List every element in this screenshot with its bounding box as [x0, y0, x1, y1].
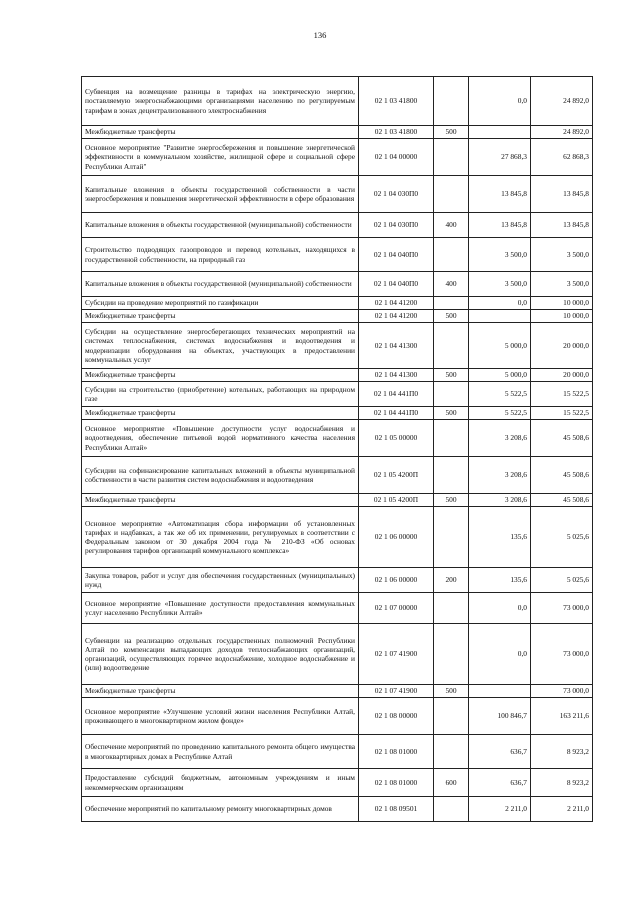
row-expense-type — [434, 176, 469, 213]
row-name: Межбюджетные трансферты — [82, 369, 359, 382]
row-name: Основное мероприятие «Автоматизация сбора информации об установленных тарифах и надбавках, а так же об их применении, регулируемых в соответствии с Федеральным законом от 30 декабря 2004 года № 210-ФЗ «Об основах регулирования тарифов организаций коммунального комплекса» — [82, 507, 359, 568]
row-code: 02 1 04 41300 — [359, 369, 434, 382]
row-expense-type: 500 — [434, 494, 469, 507]
row-amount-1: 0,0 — [469, 593, 531, 624]
row-name: Межбюджетные трансферты — [82, 126, 359, 139]
row-amount-1: 100 846,7 — [469, 698, 531, 735]
row-amount-1: 5 522,5 — [469, 407, 531, 420]
row-code: 02 1 07 00000 — [359, 593, 434, 624]
row-code: 02 1 04 41200 — [359, 310, 434, 323]
row-expense-type: 500 — [434, 369, 469, 382]
budget-table — [81, 76, 593, 822]
row-code: 02 1 08 09501 — [359, 797, 434, 822]
row-amount-2: 15 522,5 — [531, 407, 593, 420]
row-amount-1: 0,0 — [469, 297, 531, 310]
row-expense-type — [434, 139, 469, 176]
row-amount-1: 2 211,0 — [469, 797, 531, 822]
table-row — [82, 238, 593, 272]
row-code: 02 1 05 4200П — [359, 457, 434, 494]
row-amount-2: 10 000,0 — [531, 310, 593, 323]
table-row — [82, 272, 593, 297]
table-row — [82, 139, 593, 176]
row-code: 02 1 03 41800 — [359, 77, 434, 126]
table-row — [82, 420, 593, 457]
row-name: Обеспечение мероприятий по проведению капитального ремонта общего имущества в многоквартирных домах в Республике Алтай — [82, 735, 359, 769]
row-amount-1 — [469, 685, 531, 698]
row-expense-type — [434, 507, 469, 568]
row-amount-2: 5 025,6 — [531, 507, 593, 568]
row-expense-type: 500 — [434, 685, 469, 698]
row-amount-2: 73 000,0 — [531, 685, 593, 698]
row-name: Капитальные вложения в объекты государственной собственности в части энергосбережения и повышения энергетической эффективности в сфере образования — [82, 176, 359, 213]
table-row — [82, 126, 593, 139]
row-amount-2: 3 500,0 — [531, 272, 593, 297]
row-name: Субвенция на возмещение разницы в тарифах на электрическую энергию, поставляемую энергоснабжающими организациями населению по регулируемым тарифам в зонах децентрализованного электроснабжения — [82, 77, 359, 126]
row-code: 02 1 05 00000 — [359, 420, 434, 457]
row-amount-1: 636,7 — [469, 769, 531, 797]
table-row — [82, 624, 593, 685]
row-amount-1: 5 000,0 — [469, 369, 531, 382]
table-row — [82, 297, 593, 310]
row-code: 02 1 04 040П0 — [359, 272, 434, 297]
row-amount-1: 135,6 — [469, 568, 531, 593]
row-code: 02 1 04 00000 — [359, 139, 434, 176]
row-amount-1: 0,0 — [469, 77, 531, 126]
row-amount-2: 15 522,5 — [531, 382, 593, 407]
row-amount-2: 2 211,0 — [531, 797, 593, 822]
row-code: 02 1 04 030П0 — [359, 213, 434, 238]
row-name: Строительство подводящих газопроводов и перевод котельных, находящихся в государственной собственности, на природный газ — [82, 238, 359, 272]
row-name: Субсидии на проведение мероприятий по газификации — [82, 297, 359, 310]
row-code: 02 1 06 00000 — [359, 568, 434, 593]
row-expense-type — [434, 457, 469, 494]
table-row — [82, 407, 593, 420]
row-expense-type: 200 — [434, 568, 469, 593]
row-expense-type — [434, 382, 469, 407]
row-name: Предоставление субсидий бюджетным, автономным учреждениям и иным некоммерческим организациям — [82, 769, 359, 797]
row-amount-1 — [469, 126, 531, 139]
row-amount-2: 10 000,0 — [531, 297, 593, 310]
row-amount-2: 24 892,0 — [531, 126, 593, 139]
row-name: Основное мероприятие «Улучшение условий жизни населения Республики Алтай, проживающего в многоквартирном жилом фонде» — [82, 698, 359, 735]
table-row — [82, 685, 593, 698]
row-amount-1: 3 208,6 — [469, 420, 531, 457]
row-code: 02 1 08 00000 — [359, 698, 434, 735]
row-code: 02 1 04 030П0 — [359, 176, 434, 213]
table-row — [82, 77, 593, 126]
row-amount-1: 13 845,8 — [469, 213, 531, 238]
row-code: 02 1 04 441П0 — [359, 382, 434, 407]
row-amount-2: 73 000,0 — [531, 593, 593, 624]
table-row — [82, 310, 593, 323]
table-row — [82, 735, 593, 769]
row-amount-1: 135,6 — [469, 507, 531, 568]
row-code: 02 1 05 4200П — [359, 494, 434, 507]
row-expense-type — [434, 323, 469, 369]
row-expense-type — [434, 797, 469, 822]
row-expense-type — [434, 698, 469, 735]
row-code: 02 1 04 040П0 — [359, 238, 434, 272]
table-row — [82, 382, 593, 407]
row-amount-1: 636,7 — [469, 735, 531, 769]
row-amount-2: 24 892,0 — [531, 77, 593, 126]
row-name: Субсидии на софинансирование капитальных вложений в объекты муниципальной собственности в части развития систем водоснабжения и водоотведения — [82, 457, 359, 494]
row-name: Обеспечение мероприятий по капитальному ремонту многоквартирных домов — [82, 797, 359, 822]
row-expense-type: 500 — [434, 126, 469, 139]
table-row — [82, 457, 593, 494]
row-amount-1: 3 500,0 — [469, 272, 531, 297]
row-amount-2: 20 000,0 — [531, 323, 593, 369]
row-expense-type: 500 — [434, 310, 469, 323]
row-amount-1: 3 500,0 — [469, 238, 531, 272]
table-row — [82, 698, 593, 735]
row-expense-type — [434, 238, 469, 272]
row-amount-2: 3 500,0 — [531, 238, 593, 272]
row-expense-type: 500 — [434, 407, 469, 420]
row-expense-type — [434, 735, 469, 769]
row-name: Основное мероприятие "Развитие энергосбережения и повышение энергетической эффективности в коммунальном хозяйстве, жилищной сфере и социальной сфере Республики Алтай" — [82, 139, 359, 176]
row-code: 02 1 07 41900 — [359, 624, 434, 685]
row-name: Закупка товаров, работ и услуг для обеспечения государственных (муниципальных) нужд — [82, 568, 359, 593]
row-amount-2: 5 025,6 — [531, 568, 593, 593]
row-amount-1: 5 000,0 — [469, 323, 531, 369]
row-name: Основное мероприятие «Повышение доступности услуг водоснабжения и водоотведения, обеспечение питьевой водой нормативного качества населения Республики Алтай» — [82, 420, 359, 457]
row-amount-2: 45 508,6 — [531, 494, 593, 507]
row-amount-1: 5 522,5 — [469, 382, 531, 407]
row-amount-2: 45 508,6 — [531, 457, 593, 494]
row-amount-2: 73 000,0 — [531, 624, 593, 685]
row-amount-2: 20 000,0 — [531, 369, 593, 382]
table-row — [82, 323, 593, 369]
row-expense-type — [434, 77, 469, 126]
row-code: 02 1 06 00000 — [359, 507, 434, 568]
table-row — [82, 593, 593, 624]
row-amount-2: 62 868,3 — [531, 139, 593, 176]
table-row — [82, 797, 593, 822]
row-name: Основное мероприятие «Повышение доступности предоставления коммунальных услуг населению Республики Алтай» — [82, 593, 359, 624]
row-name: Субсидии на осуществление энергосберегающих технических мероприятий на системах теплоснабжения, системах водоснабжения и водоотведения и модернизации оборудования на объектах, участвующих в предоставлении коммунальных услуг — [82, 323, 359, 369]
row-expense-type — [434, 297, 469, 310]
row-expense-type: 400 — [434, 213, 469, 238]
row-expense-type: 400 — [434, 272, 469, 297]
row-expense-type — [434, 624, 469, 685]
row-amount-2: 163 211,6 — [531, 698, 593, 735]
row-code: 02 1 04 41200 — [359, 297, 434, 310]
row-code: 02 1 04 41300 — [359, 323, 434, 369]
row-name: Межбюджетные трансферты — [82, 310, 359, 323]
table-row — [82, 369, 593, 382]
row-expense-type: 600 — [434, 769, 469, 797]
row-amount-2: 8 923,2 — [531, 735, 593, 769]
row-amount-1: 0,0 — [469, 624, 531, 685]
row-code: 02 1 03 41800 — [359, 126, 434, 139]
page-number: 136 — [313, 30, 327, 40]
row-amount-2: 13 845,8 — [531, 213, 593, 238]
row-code: 02 1 08 01000 — [359, 769, 434, 797]
row-code: 02 1 07 41900 — [359, 685, 434, 698]
row-amount-2: 13 845,8 — [531, 176, 593, 213]
row-name: Субвенции на реализацию отдельных государственных полномочий Республики Алтай по компенсации выпадающих доходов теплоснабжающих организаций, организаций, осуществляющих горячее водоснабжение, холодное водоснабжение и (или) водоотведение — [82, 624, 359, 685]
table-row — [82, 568, 593, 593]
table-row — [82, 507, 593, 568]
row-name: Капитальные вложения в объекты государственной (муниципальной) собственности — [82, 272, 359, 297]
row-name: Капитальные вложения в объекты государственной (муниципальной) собственности — [82, 213, 359, 238]
row-amount-1 — [469, 310, 531, 323]
row-name: Субсидии на строительство (приобретение) котельных, работающих на природном газе — [82, 382, 359, 407]
row-amount-1: 3 208,6 — [469, 494, 531, 507]
row-amount-1: 27 868,3 — [469, 139, 531, 176]
row-amount-2: 8 923,2 — [531, 769, 593, 797]
row-name: Межбюджетные трансферты — [82, 494, 359, 507]
table-row — [82, 213, 593, 238]
budget-table-body — [82, 77, 593, 822]
row-amount-1: 13 845,8 — [469, 176, 531, 213]
row-name: Межбюджетные трансферты — [82, 685, 359, 698]
row-amount-2: 45 508,6 — [531, 420, 593, 457]
table-row — [82, 494, 593, 507]
table-row — [82, 769, 593, 797]
row-code: 02 1 04 441П0 — [359, 407, 434, 420]
row-amount-1: 3 208,6 — [469, 457, 531, 494]
table-row — [82, 176, 593, 213]
row-expense-type — [434, 420, 469, 457]
row-code: 02 1 08 01000 — [359, 735, 434, 769]
row-expense-type — [434, 593, 469, 624]
row-name: Межбюджетные трансферты — [82, 407, 359, 420]
